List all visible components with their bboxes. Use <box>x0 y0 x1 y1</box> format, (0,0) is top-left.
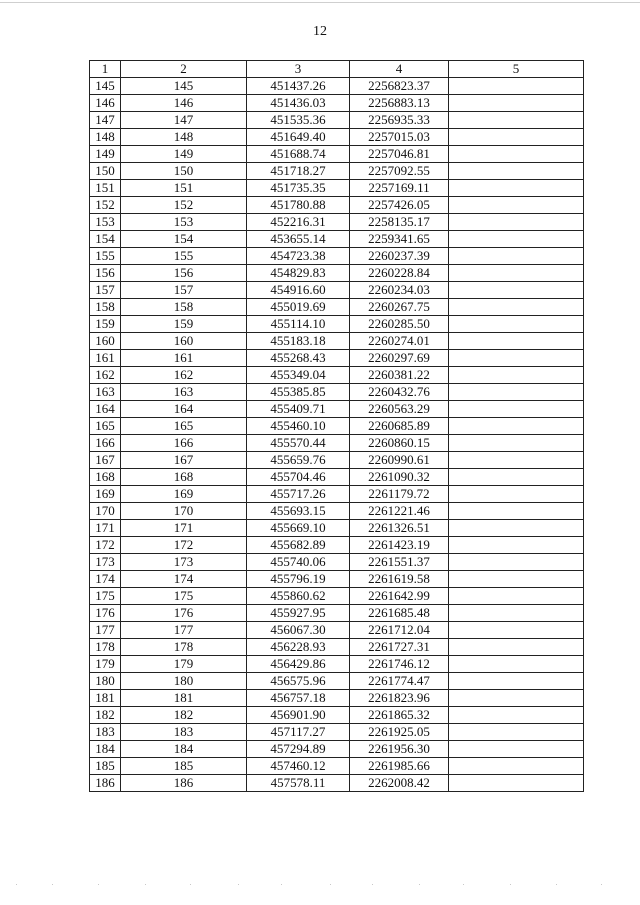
cell-note <box>449 486 584 503</box>
table-row <box>90 673 584 690</box>
noise-dot <box>16 884 17 885</box>
noise-dot <box>556 884 557 885</box>
cell-coord-y: 2261179.72 <box>350 486 449 503</box>
noise-dot <box>190 884 191 885</box>
cell-coord-x: 455860.62 <box>247 588 350 605</box>
cell-coord-y: 2261685.48 <box>350 605 449 622</box>
cell-coord-y: 2256883.13 <box>350 95 449 112</box>
cell-point-number: 186 <box>121 775 247 792</box>
header-col-4: 4 <box>350 61 449 78</box>
table-row <box>90 622 584 639</box>
cell-point-number: 162 <box>121 367 247 384</box>
cell-note <box>449 673 584 690</box>
cell-note <box>449 588 584 605</box>
table-row <box>90 639 584 656</box>
cell-coord-y: 2260432.76 <box>350 384 449 401</box>
table-row <box>90 95 584 112</box>
cell-row-number: 176 <box>90 605 121 622</box>
table-row <box>90 707 584 724</box>
cell-row-number: 186 <box>90 775 121 792</box>
cell-note <box>449 282 584 299</box>
table-row <box>90 554 584 571</box>
table-row <box>90 316 584 333</box>
table-row <box>90 401 584 418</box>
cell-coord-y: 2261956.30 <box>350 741 449 758</box>
cell-point-number: 185 <box>121 758 247 775</box>
cell-row-number: 153 <box>90 214 121 231</box>
cell-coord-x: 455927.95 <box>247 605 350 622</box>
cell-coord-x: 451535.36 <box>247 112 350 129</box>
cell-note <box>449 452 584 469</box>
cell-coord-y: 2260563.29 <box>350 401 449 418</box>
cell-coord-x: 455669.10 <box>247 520 350 537</box>
cell-row-number: 162 <box>90 367 121 384</box>
cell-row-number: 155 <box>90 248 121 265</box>
cell-note <box>449 469 584 486</box>
cell-coord-y: 2261423.19 <box>350 537 449 554</box>
cell-point-number: 148 <box>121 129 247 146</box>
cell-coord-y: 2260860.15 <box>350 435 449 452</box>
cell-row-number: 174 <box>90 571 121 588</box>
cell-note <box>449 520 584 537</box>
cell-row-number: 156 <box>90 265 121 282</box>
cell-point-number: 169 <box>121 486 247 503</box>
cell-coord-x: 455385.85 <box>247 384 350 401</box>
cell-coord-x: 451735.35 <box>247 180 350 197</box>
noise-dot <box>145 884 146 885</box>
cell-row-number: 173 <box>90 554 121 571</box>
table-row <box>90 435 584 452</box>
cell-row-number: 168 <box>90 469 121 486</box>
cell-note <box>449 775 584 792</box>
header-col-5: 5 <box>449 61 584 78</box>
cell-coord-x: 455659.76 <box>247 452 350 469</box>
cell-point-number: 145 <box>121 78 247 95</box>
cell-row-number: 166 <box>90 435 121 452</box>
cell-point-number: 183 <box>121 724 247 741</box>
table-row <box>90 384 584 401</box>
cell-coord-y: 2260297.69 <box>350 350 449 367</box>
table-row <box>90 78 584 95</box>
cell-coord-x: 457117.27 <box>247 724 350 741</box>
table-row <box>90 180 584 197</box>
cell-note <box>449 299 584 316</box>
noise-dot <box>52 884 53 885</box>
noise-dot <box>281 884 282 885</box>
cell-coord-y: 2261823.96 <box>350 690 449 707</box>
cell-coord-y: 2261985.66 <box>350 758 449 775</box>
cell-note <box>449 146 584 163</box>
table-row <box>90 469 584 486</box>
cell-note <box>449 707 584 724</box>
cell-point-number: 181 <box>121 690 247 707</box>
cell-note <box>449 724 584 741</box>
table-row <box>90 486 584 503</box>
cell-row-number: 183 <box>90 724 121 741</box>
cell-coord-x: 453655.14 <box>247 231 350 248</box>
cell-note <box>449 316 584 333</box>
table-row <box>90 503 584 520</box>
cell-coord-x: 457578.11 <box>247 775 350 792</box>
coordinates-table <box>89 60 584 792</box>
header-row <box>90 61 584 78</box>
table-row <box>90 588 584 605</box>
cell-point-number: 166 <box>121 435 247 452</box>
cell-coord-x: 455570.44 <box>247 435 350 452</box>
cell-coord-x: 456757.18 <box>247 690 350 707</box>
table-header <box>90 61 584 78</box>
cell-coord-y: 2260990.61 <box>350 452 449 469</box>
cell-note <box>449 197 584 214</box>
cell-point-number: 164 <box>121 401 247 418</box>
cell-coord-x: 456228.93 <box>247 639 350 656</box>
cell-coord-x: 457294.89 <box>247 741 350 758</box>
noise-dot <box>601 884 602 885</box>
cell-note <box>449 180 584 197</box>
cell-point-number: 159 <box>121 316 247 333</box>
cell-coord-y: 2260234.03 <box>350 282 449 299</box>
cell-coord-y: 2260285.50 <box>350 316 449 333</box>
cell-note <box>449 163 584 180</box>
cell-coord-y: 2261727.31 <box>350 639 449 656</box>
cell-point-number: 168 <box>121 469 247 486</box>
cell-point-number: 177 <box>121 622 247 639</box>
cell-row-number: 148 <box>90 129 121 146</box>
cell-note <box>449 231 584 248</box>
cell-row-number: 182 <box>90 707 121 724</box>
table-row <box>90 690 584 707</box>
cell-coord-y: 2260267.75 <box>350 299 449 316</box>
cell-coord-x: 456575.96 <box>247 673 350 690</box>
cell-row-number: 178 <box>90 639 121 656</box>
top-border-line <box>0 2 640 3</box>
cell-point-number: 179 <box>121 656 247 673</box>
cell-row-number: 154 <box>90 231 121 248</box>
cell-point-number: 154 <box>121 231 247 248</box>
cell-note <box>449 95 584 112</box>
table-row <box>90 231 584 248</box>
cell-coord-x: 454723.38 <box>247 248 350 265</box>
cell-note <box>449 656 584 673</box>
cell-coord-y: 2261326.51 <box>350 520 449 537</box>
cell-coord-x: 455460.10 <box>247 418 350 435</box>
cell-row-number: 181 <box>90 690 121 707</box>
table-row <box>90 197 584 214</box>
cell-point-number: 158 <box>121 299 247 316</box>
cell-coord-y: 2261925.05 <box>350 724 449 741</box>
table-row <box>90 265 584 282</box>
cell-note <box>449 265 584 282</box>
cell-note <box>449 214 584 231</box>
cell-coord-y: 2261774.47 <box>350 673 449 690</box>
cell-coord-x: 452216.31 <box>247 214 350 231</box>
cell-coord-y: 2262008.42 <box>350 775 449 792</box>
table-row <box>90 520 584 537</box>
cell-point-number: 151 <box>121 180 247 197</box>
table-row <box>90 605 584 622</box>
cell-row-number: 165 <box>90 418 121 435</box>
page-number: 12 <box>313 24 327 39</box>
noise-dot <box>510 884 511 885</box>
cell-row-number: 145 <box>90 78 121 95</box>
cell-coord-y: 2258135.17 <box>350 214 449 231</box>
table-row <box>90 571 584 588</box>
cell-coord-x: 455717.26 <box>247 486 350 503</box>
cell-row-number: 164 <box>90 401 121 418</box>
cell-coord-y: 2260274.01 <box>350 333 449 350</box>
cell-note <box>449 741 584 758</box>
cell-note <box>449 622 584 639</box>
cell-row-number: 157 <box>90 282 121 299</box>
table-row <box>90 537 584 554</box>
cell-point-number: 171 <box>121 520 247 537</box>
cell-coord-x: 455019.69 <box>247 299 350 316</box>
cell-point-number: 182 <box>121 707 247 724</box>
cell-coord-y: 2260685.89 <box>350 418 449 435</box>
cell-point-number: 155 <box>121 248 247 265</box>
cell-row-number: 151 <box>90 180 121 197</box>
cell-row-number: 169 <box>90 486 121 503</box>
cell-coord-y: 2257092.55 <box>350 163 449 180</box>
cell-row-number: 161 <box>90 350 121 367</box>
cell-point-number: 167 <box>121 452 247 469</box>
cell-coord-y: 2260228.84 <box>350 265 449 282</box>
table-row <box>90 333 584 350</box>
cell-point-number: 180 <box>121 673 247 690</box>
cell-coord-x: 456429.86 <box>247 656 350 673</box>
cell-point-number: 157 <box>121 282 247 299</box>
cell-coord-y: 2256823.37 <box>350 78 449 95</box>
cell-coord-y: 2257426.05 <box>350 197 449 214</box>
cell-point-number: 163 <box>121 384 247 401</box>
cell-note <box>449 367 584 384</box>
cell-coord-x: 455349.04 <box>247 367 350 384</box>
cell-point-number: 175 <box>121 588 247 605</box>
table-row <box>90 656 584 673</box>
cell-row-number: 185 <box>90 758 121 775</box>
table-row <box>90 282 584 299</box>
cell-coord-x: 454829.83 <box>247 265 350 282</box>
header-col-1: 1 <box>90 61 121 78</box>
cell-point-number: 146 <box>121 95 247 112</box>
cell-note <box>449 605 584 622</box>
cell-note <box>449 333 584 350</box>
cell-coord-x: 455704.46 <box>247 469 350 486</box>
cell-coord-y: 2261642.99 <box>350 588 449 605</box>
cell-coord-y: 2256935.33 <box>350 112 449 129</box>
cell-note <box>449 537 584 554</box>
cell-coord-y: 2261090.32 <box>350 469 449 486</box>
cell-coord-y: 2260381.22 <box>350 367 449 384</box>
cell-coord-x: 455409.71 <box>247 401 350 418</box>
cell-point-number: 152 <box>121 197 247 214</box>
scan-noise-dots <box>0 884 640 886</box>
cell-coord-y: 2261746.12 <box>350 656 449 673</box>
cell-point-number: 149 <box>121 146 247 163</box>
cell-row-number: 150 <box>90 163 121 180</box>
cell-coord-x: 455740.06 <box>247 554 350 571</box>
cell-note <box>449 758 584 775</box>
cell-note <box>449 112 584 129</box>
cell-point-number: 153 <box>121 214 247 231</box>
table-row <box>90 418 584 435</box>
cell-point-number: 160 <box>121 333 247 350</box>
cell-coord-x: 456901.90 <box>247 707 350 724</box>
cell-row-number: 152 <box>90 197 121 214</box>
cell-row-number: 159 <box>90 316 121 333</box>
cell-coord-x: 451436.03 <box>247 95 350 112</box>
cell-coord-y: 2257169.11 <box>350 180 449 197</box>
cell-coord-x: 455682.89 <box>247 537 350 554</box>
cell-row-number: 172 <box>90 537 121 554</box>
cell-coord-x: 454916.60 <box>247 282 350 299</box>
cell-note <box>449 639 584 656</box>
cell-coord-x: 451718.27 <box>247 163 350 180</box>
table-row <box>90 741 584 758</box>
table-row <box>90 758 584 775</box>
table-row <box>90 775 584 792</box>
cell-point-number: 172 <box>121 537 247 554</box>
cell-point-number: 150 <box>121 163 247 180</box>
table-row <box>90 299 584 316</box>
cell-point-number: 178 <box>121 639 247 656</box>
cell-coord-y: 2257015.03 <box>350 129 449 146</box>
cell-note <box>449 690 584 707</box>
cell-row-number: 180 <box>90 673 121 690</box>
cell-coord-y: 2261221.46 <box>350 503 449 520</box>
cell-point-number: 161 <box>121 350 247 367</box>
table-row <box>90 248 584 265</box>
header-col-3: 3 <box>247 61 350 78</box>
table-row <box>90 452 584 469</box>
cell-point-number: 147 <box>121 112 247 129</box>
cell-coord-y: 2261619.58 <box>350 571 449 588</box>
cell-coord-x: 451688.74 <box>247 146 350 163</box>
noise-dot <box>238 884 239 885</box>
cell-row-number: 149 <box>90 146 121 163</box>
cell-row-number: 175 <box>90 588 121 605</box>
noise-dot <box>463 884 464 885</box>
cell-coord-x: 455114.10 <box>247 316 350 333</box>
cell-row-number: 184 <box>90 741 121 758</box>
cell-point-number: 173 <box>121 554 247 571</box>
cell-note <box>449 384 584 401</box>
cell-coord-x: 451649.40 <box>247 129 350 146</box>
cell-row-number: 147 <box>90 112 121 129</box>
cell-note <box>449 350 584 367</box>
cell-coord-x: 455693.15 <box>247 503 350 520</box>
cell-note <box>449 78 584 95</box>
cell-point-number: 156 <box>121 265 247 282</box>
cell-coord-x: 451780.88 <box>247 197 350 214</box>
cell-coord-x: 451437.26 <box>247 78 350 95</box>
table-row <box>90 724 584 741</box>
noise-dot <box>330 884 331 885</box>
cell-row-number: 167 <box>90 452 121 469</box>
noise-dot <box>98 884 99 885</box>
cell-row-number: 177 <box>90 622 121 639</box>
cell-coord-y: 2260237.39 <box>350 248 449 265</box>
table-row <box>90 129 584 146</box>
cell-coord-y: 2261712.04 <box>350 622 449 639</box>
cell-note <box>449 129 584 146</box>
cell-row-number: 171 <box>90 520 121 537</box>
cell-coord-x: 455183.18 <box>247 333 350 350</box>
cell-point-number: 170 <box>121 503 247 520</box>
cell-note <box>449 435 584 452</box>
table-row <box>90 350 584 367</box>
cell-note <box>449 418 584 435</box>
cell-coord-y: 2259341.65 <box>350 231 449 248</box>
noise-dot <box>372 884 373 885</box>
cell-row-number: 146 <box>90 95 121 112</box>
table-row <box>90 146 584 163</box>
cell-coord-y: 2261551.37 <box>350 554 449 571</box>
table-row <box>90 112 584 129</box>
cell-row-number: 158 <box>90 299 121 316</box>
cell-point-number: 176 <box>121 605 247 622</box>
cell-row-number: 163 <box>90 384 121 401</box>
noise-dot <box>419 884 420 885</box>
table-row <box>90 214 584 231</box>
cell-note <box>449 554 584 571</box>
table-body <box>90 78 584 792</box>
table-row <box>90 163 584 180</box>
cell-point-number: 174 <box>121 571 247 588</box>
cell-coord-x: 455796.19 <box>247 571 350 588</box>
cell-coord-x: 457460.12 <box>247 758 350 775</box>
table-row <box>90 367 584 384</box>
cell-coord-y: 2257046.81 <box>350 146 449 163</box>
cell-note <box>449 571 584 588</box>
cell-point-number: 165 <box>121 418 247 435</box>
cell-note <box>449 248 584 265</box>
cell-row-number: 179 <box>90 656 121 673</box>
cell-note <box>449 503 584 520</box>
header-col-2: 2 <box>121 61 247 78</box>
cell-note <box>449 401 584 418</box>
cell-point-number: 184 <box>121 741 247 758</box>
cell-coord-x: 455268.43 <box>247 350 350 367</box>
cell-row-number: 170 <box>90 503 121 520</box>
cell-row-number: 160 <box>90 333 121 350</box>
cell-coord-x: 456067.30 <box>247 622 350 639</box>
cell-coord-y: 2261865.32 <box>350 707 449 724</box>
